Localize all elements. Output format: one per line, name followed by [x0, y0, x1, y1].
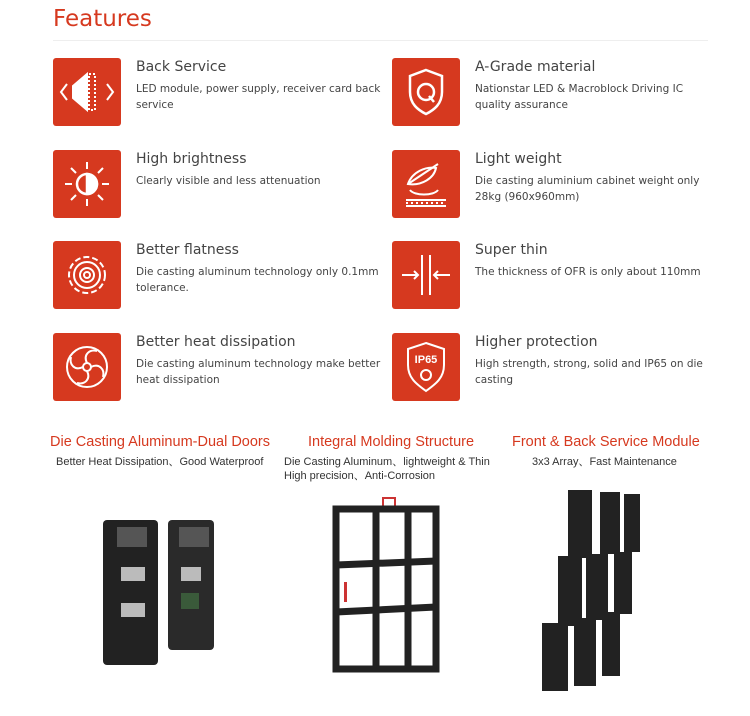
feather-icon [392, 150, 460, 218]
feature-title: Higher protection [475, 334, 598, 350]
feature-desc: The thickness of OFR is only about 110mm [475, 266, 701, 278]
ip65-shield-icon [392, 333, 460, 401]
feature-light-weight [392, 150, 722, 220]
thin-icon [392, 241, 460, 309]
feature-desc: Nationstar LED & Macroblock Driving IC quality assurance [475, 83, 684, 111]
feature-title: Super thin [475, 242, 548, 258]
product-integral-molding [284, 434, 506, 483]
feature-desc: Die casting aluminum technology make better heat dissipation [136, 358, 381, 386]
gear-icon [53, 241, 121, 309]
feature-high-brightness [53, 150, 383, 220]
feature-title: Better flatness [136, 242, 239, 258]
feature-desc: Die casting aluminum technology only 0.1mm tolerance. [136, 266, 379, 294]
feature-desc: High strength, strong, solid and IP65 on die casting [475, 358, 703, 386]
ip65-badge: IP65 [414, 354, 438, 366]
feature-super-thin [392, 241, 722, 311]
product-front-back-module [512, 434, 750, 469]
product-heading: Integral Molding Structure [308, 434, 475, 450]
integral-molding-cabinet-image [328, 497, 443, 675]
dual-doors-cabinet-image [95, 515, 225, 670]
feature-a-grade [392, 58, 722, 128]
feature-desc: LED module, power supply, receiver card back service [136, 83, 381, 111]
page-title: Features [53, 6, 152, 32]
feature-title: Better heat dissipation [136, 334, 296, 350]
feature-desc: Die casting aluminium cabinet weight only 28kg (960x960mm) [475, 175, 700, 203]
feature-higher-protection [392, 333, 722, 403]
shield-q-icon [392, 58, 460, 126]
product-caption: Better Heat Dissipation、Good Waterproof [56, 456, 264, 468]
product-dual-doors [50, 434, 290, 469]
product-heading: Front & Back Service Module [512, 434, 700, 450]
feature-back-service [53, 58, 383, 128]
feature-heat-dissipation [53, 333, 383, 403]
product-caption: Die Casting Aluminum、lightweight & Thin High precision、Anti-Corrosion [284, 456, 490, 482]
divider [53, 40, 708, 41]
back-service-icon [53, 58, 121, 126]
feature-title: A-Grade material [475, 59, 596, 75]
feature-better-flatness [53, 241, 383, 311]
feature-title: Light weight [475, 151, 562, 167]
service-module-array-image [538, 488, 648, 693]
sun-icon [53, 150, 121, 218]
feature-title: Back Service [136, 59, 227, 75]
product-heading: Die Casting Aluminum-Dual Doors [50, 434, 270, 450]
product-caption: 3x3 Array、Fast Maintenance [532, 456, 677, 468]
feature-title: High brightness [136, 151, 247, 167]
feature-desc: Clearly visible and less attenuation [136, 175, 321, 187]
fan-icon [53, 333, 121, 401]
